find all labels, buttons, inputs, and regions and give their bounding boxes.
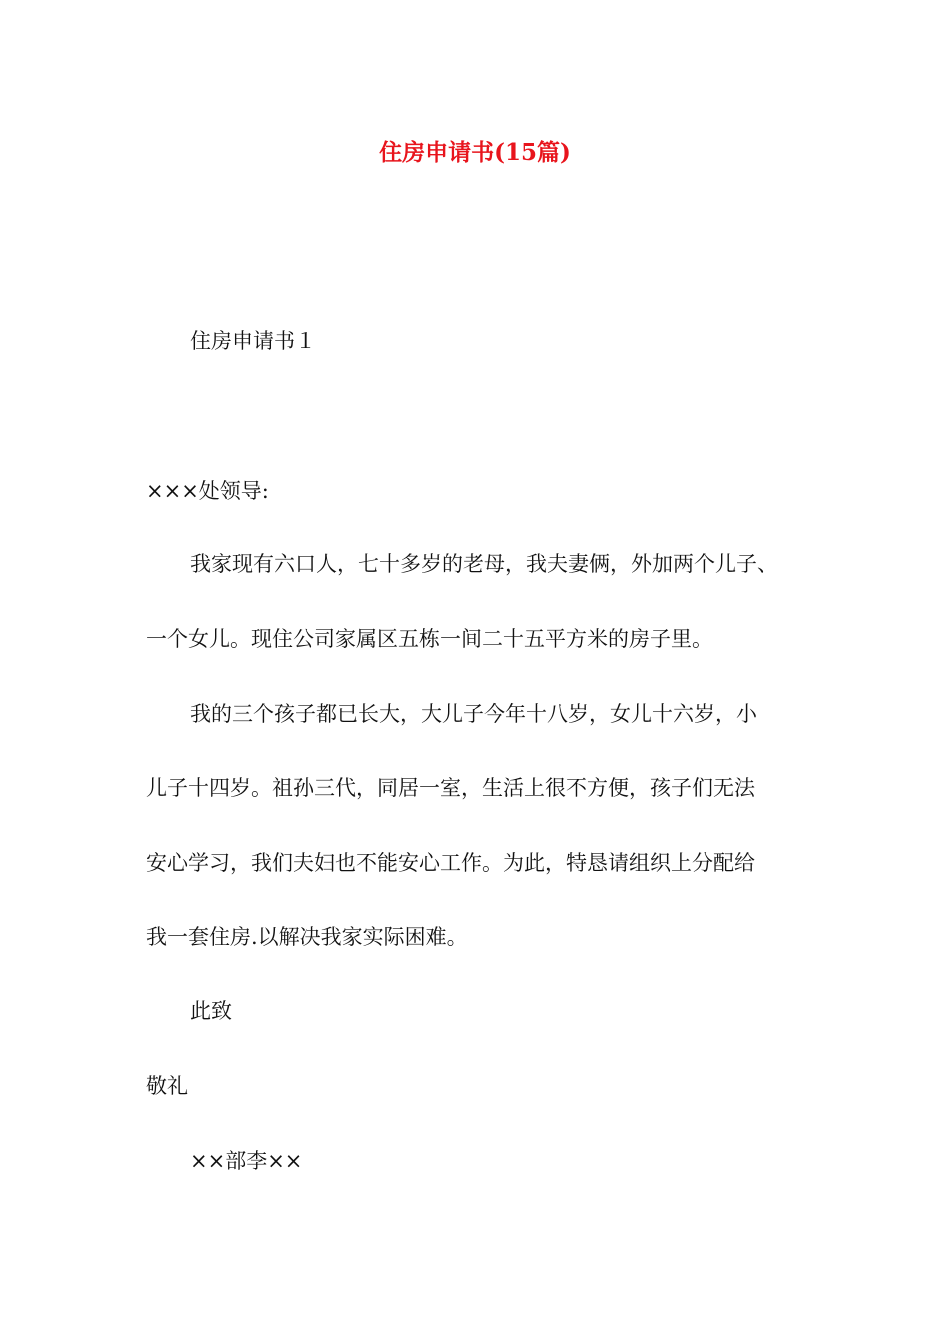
paragraph-1-line-1: 我家现有六口人，七十多岁的老母，我夫妻俩，外加两个儿子、 (190, 552, 778, 576)
signature: ××部李×× (190, 1149, 303, 1173)
closing-phrase: 此致 (190, 999, 232, 1023)
paragraph-2-line-1: 我的三个孩子都已长大，大儿子今年十八岁，女儿十六岁，小 (190, 702, 757, 726)
salutation: ×××处领导: (146, 479, 269, 503)
paragraph-1-line-2: 一个女儿。现住公司家属区五栋一间二十五平方米的房子里。 (146, 627, 713, 651)
paragraph-2-line-3: 安心学习，我们夫妇也不能安心工作。为此，特恳请组织上分配给 (146, 851, 755, 875)
paragraph-2-line-2: 儿子十四岁。祖孙三代，同居一室，生活上很不方便，孩子们无法 (146, 776, 755, 800)
paragraph-2-line-4: 我一套住房.以解决我家实际困难。 (146, 925, 468, 949)
section-heading: 住房申请书１ (190, 329, 316, 353)
regards-phrase: 敬礼 (146, 1074, 188, 1098)
document-title: 住房申请书(15篇) (379, 139, 571, 166)
